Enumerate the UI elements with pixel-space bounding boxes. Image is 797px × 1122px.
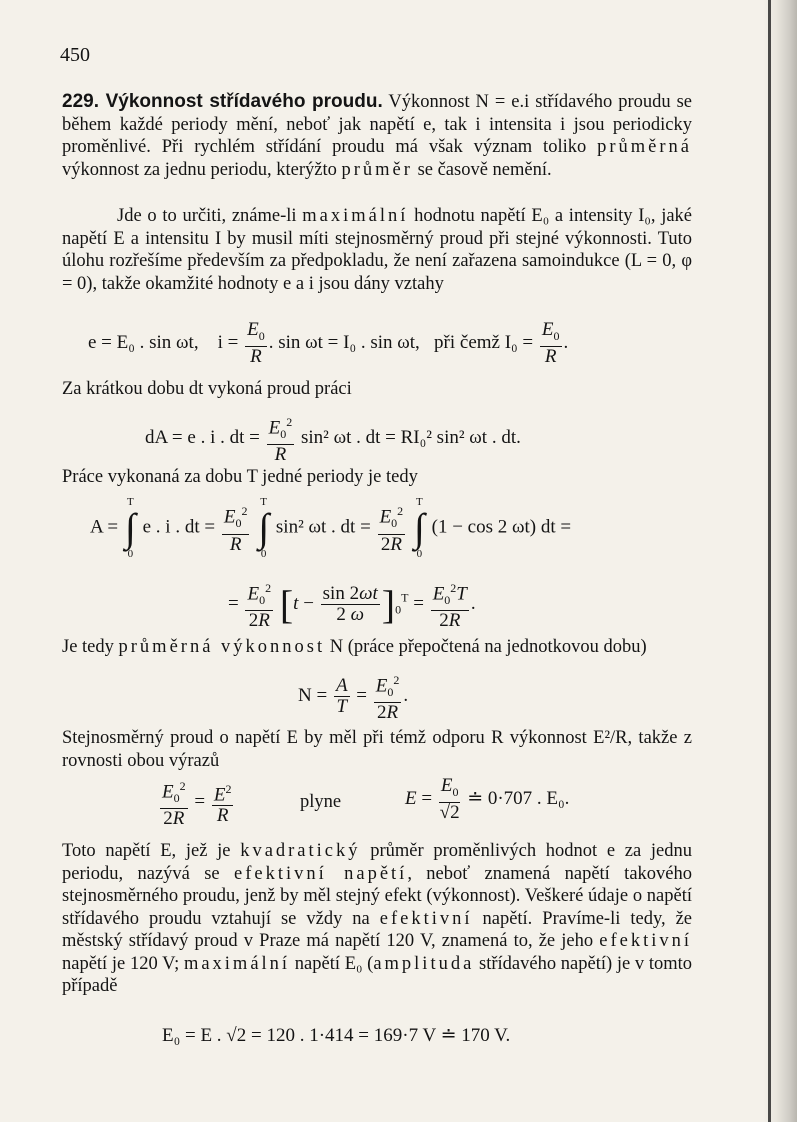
paragraph-task: Jde o to určiti, známe-li maximální hodnotu napětí E₀ a intensity I₀, jaké napětí E a intensitu I by musil míti stejnosměrný proud při stejné výkonnosti. Tuto úlohu rozřešíme především za předpokladu, že není zařazena samoindukce (L = 0, φ = 0), takže okamžité hodnoty e a i jsou dány vztahy <box>62 206 693 294</box>
paragraph-intro: 229. Výkonnost střídavého proudu. Výkonnost N = e.i střídavého proudu se během každé periody mění, neboť jak napětí e, tak i intensita i jsou periodicky proměnlivé. Při rychlém střídání proudu má však význam toliko průměrná výkonnost za jednu periodu, kterýžto průměr se časově nemění. <box>62 91 693 180</box>
page-number: 450 <box>60 44 90 66</box>
equation-amplitude: E₀ = E . √2 = 120 . 1·414 = 169·7 V ≐ 170 V. <box>162 1025 511 1046</box>
section-heading: 229. Výkonnost střídavého proudu. <box>62 91 383 112</box>
equation-work-integral: A = T ∫ 0 e . i . dt = $\frac{E_0^2}{R}$ T ∫ 0 sin² ωt . dt = $\frac{E_0^2}{2R}$ T ∫ 0 (1 − cos 2 ωt) dt = <box>90 496 572 560</box>
paragraph-period-work: Práce vykonaná za dobu T jedné periody je tedy <box>62 467 418 487</box>
equation-instantaneous: e = E₀ . sin ωt, i = $\frac{E_0}{R}$ . sin ωt = I₀ . sin ωt, při čemž I₀ = $\frac{E_0}{R}$ . <box>88 319 569 367</box>
word-plyne: plyne <box>300 792 342 812</box>
equation-effective-voltage: E = $\frac{E_0}{√2}$ ≐ 0·707 . E₀. <box>405 775 570 823</box>
paragraph-average-power: Je tedy průměrná výkonnost N (práce přepočtená na jednotkovou dobu) <box>62 637 647 657</box>
paragraph-effective: Toto napětí E, jež je kvadratický průměr proměnlivých hodnot e za jednu periodu, nazývá se efektivní napětí, neboť znamená napětí takového stejnosměrného proudu, jenž by měl stejný efekt (výkonnost). Veškeré údaje o napětí střídavého proudu vztahují se vždy na efektivní napětí. Pravíme-li tedy, že městský střídavý proud v Praze má napětí 120 V, znamená to, že jeho efektivní napětí je 120 V; maximální napětí E₀ (amplituda střídavého napětí) je v tomto případě <box>62 841 693 996</box>
equation-work-result: = $\frac{E_0^2}{2R}$ [t − $\frac{\sin 2\omega t}{2 \omega}$ ]$_0^T$ = $\frac{E_0^2T}{2R}$ . <box>228 578 476 631</box>
equation-equivalence: $\frac{E_0^2}{2R}$ = $\frac{E^2}{R}$ <box>158 776 235 829</box>
paragraph-dc-equivalence: Stejnosměrný proud o napětí E by měl při témž odporu R výkonnost E²/R, takže z rovnosti obou výrazů <box>62 728 692 771</box>
equation-average-power: N = $\frac{A}{T}$ = $\frac{E_0^2}{2R}$ . <box>298 670 408 723</box>
paragraph-work: Za krátkou dobu dt vykoná proud práci <box>62 379 352 399</box>
page-binding-line <box>768 0 771 1122</box>
equation-differential-work: dA = e . i . dt = $\frac{E_0^2}{R}$ sin² ωt . dt = RI₀² sin² ωt . dt. <box>145 412 521 465</box>
